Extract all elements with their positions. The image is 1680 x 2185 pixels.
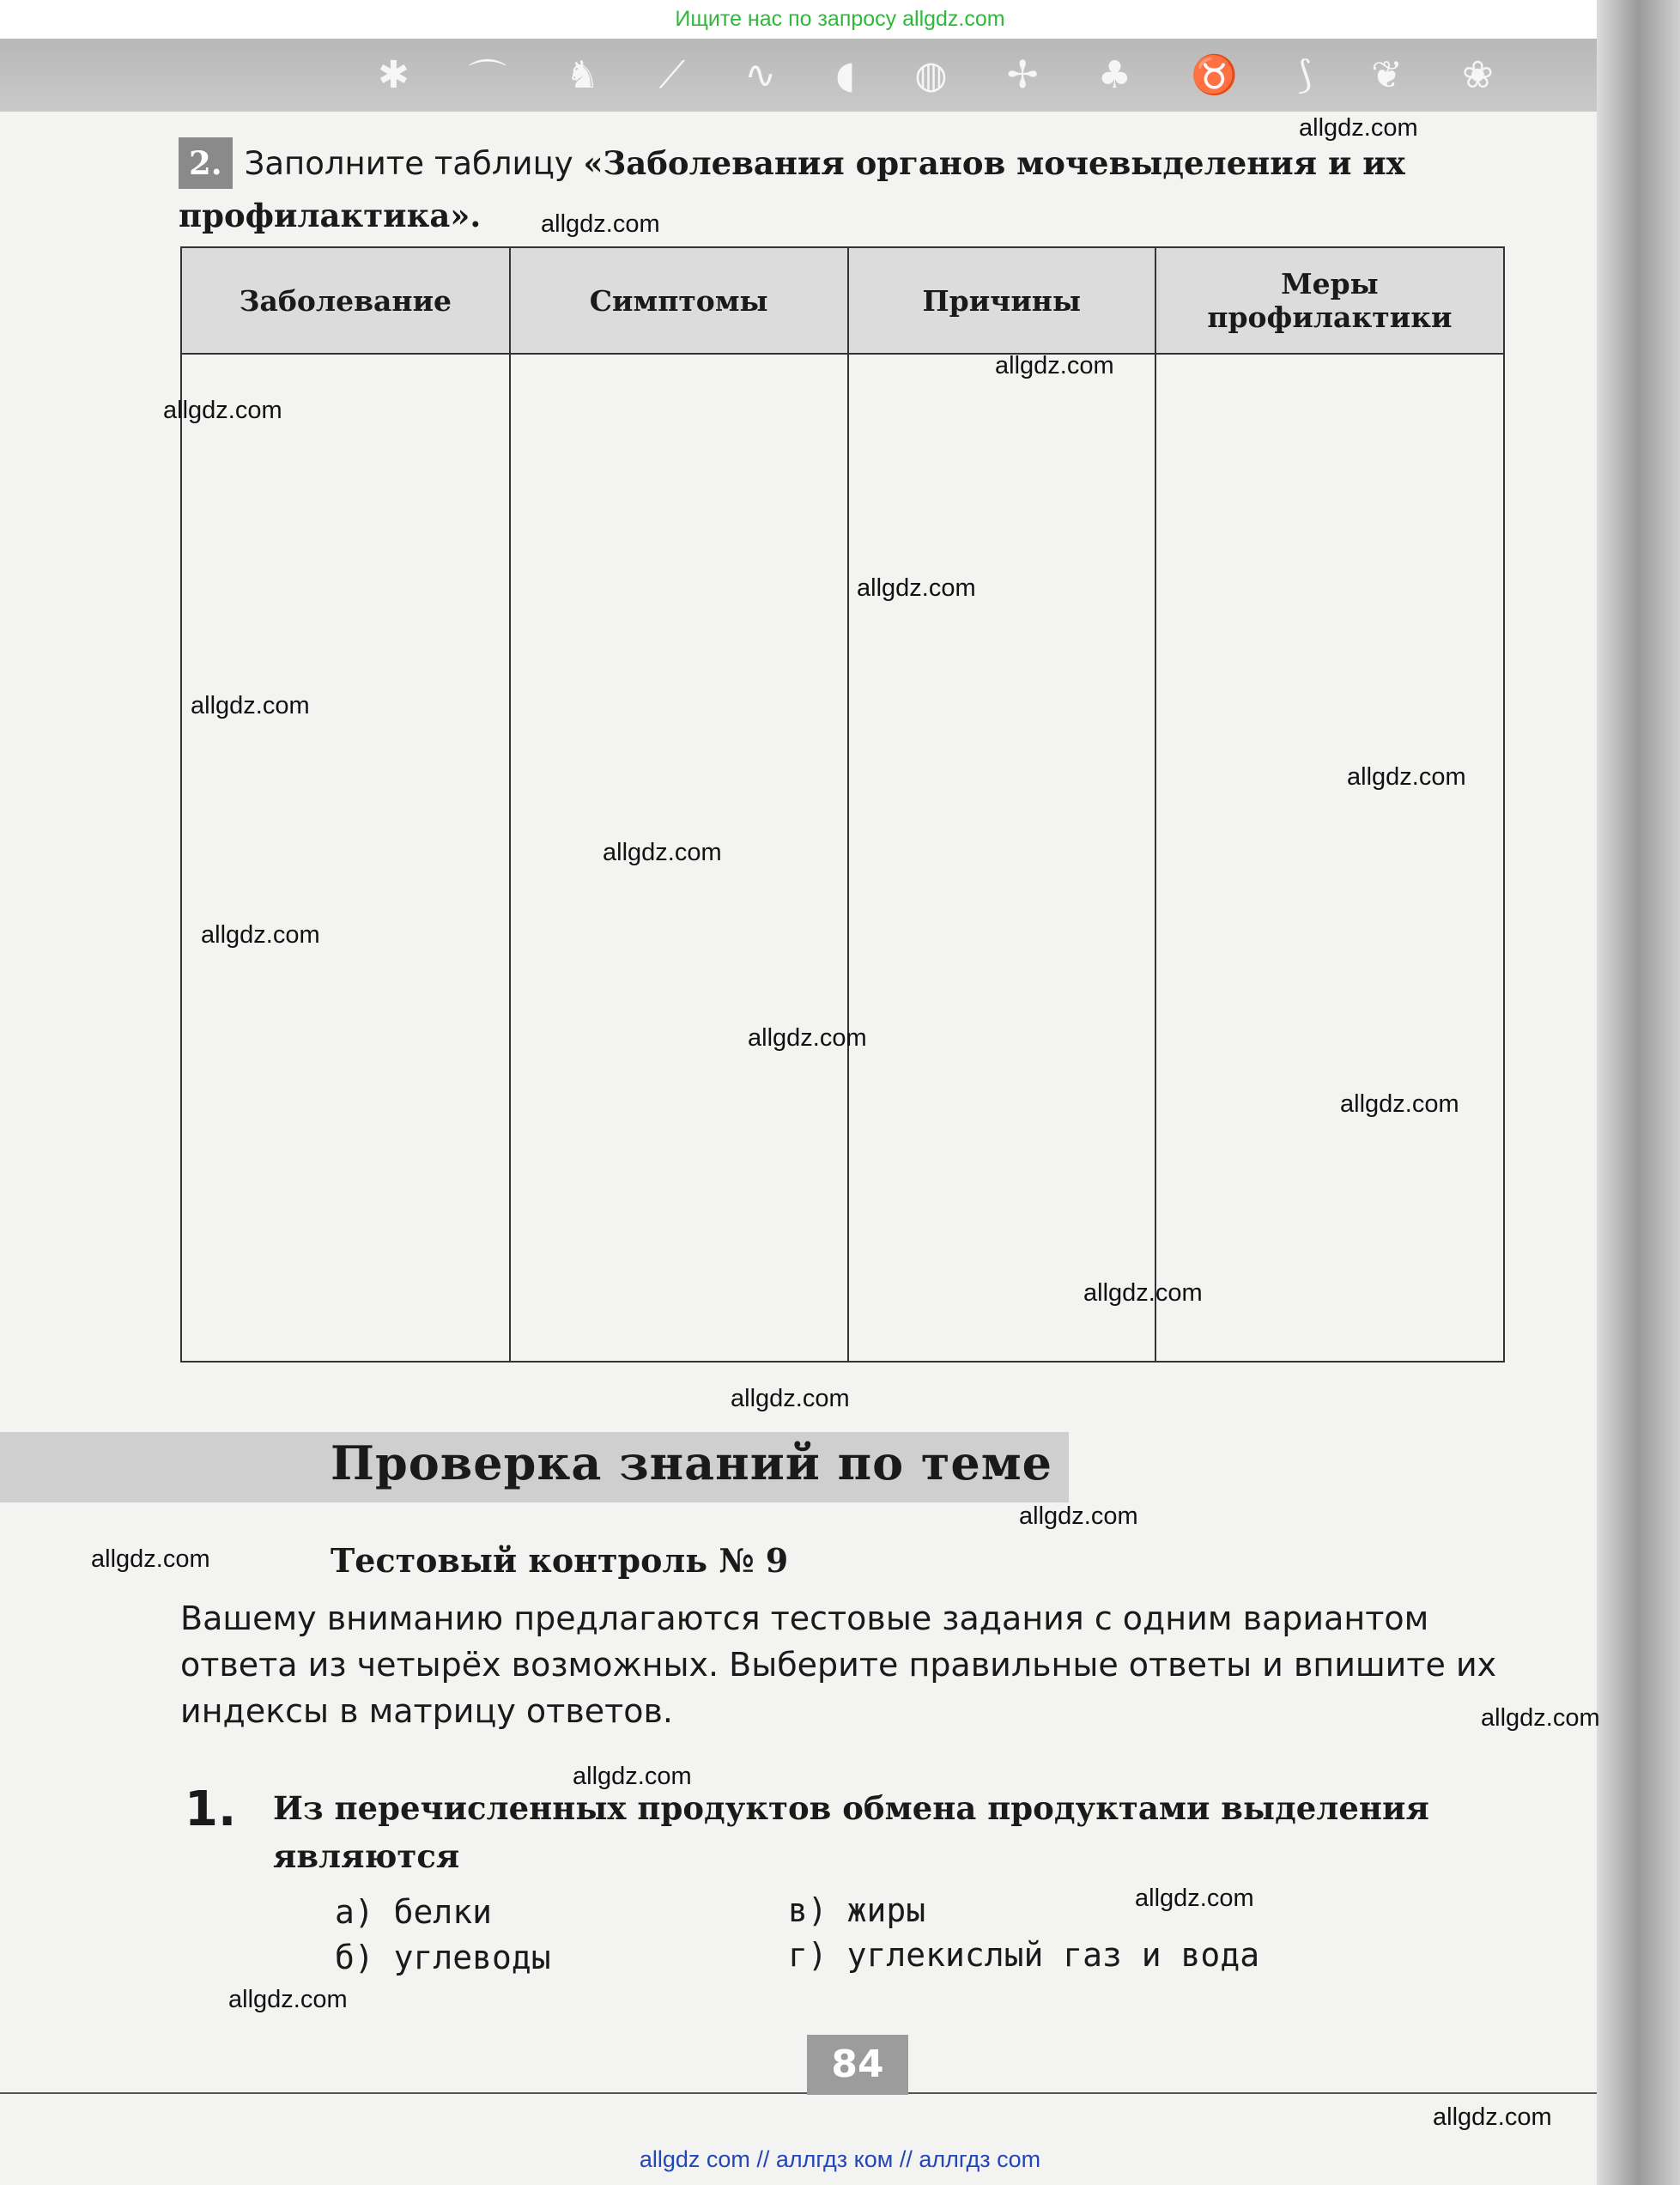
question-1-number: 1. bbox=[185, 1781, 237, 1837]
watermark: allgdz.com bbox=[731, 1385, 850, 1412]
bull-icon: ♉ bbox=[1191, 53, 1238, 97]
scorpion-icon: ✱ bbox=[378, 52, 409, 97]
watermark: allgdz.com bbox=[228, 1986, 348, 2013]
watermark: allgdz.com bbox=[163, 397, 282, 424]
watermark: allgdz.com bbox=[748, 1024, 867, 1052]
header-symptoms: Симптомы bbox=[510, 247, 848, 354]
option-b: б) углеводы bbox=[335, 1939, 551, 1976]
watermark: allgdz.com bbox=[1340, 1090, 1459, 1118]
task-instruction: Заполните таблицу bbox=[244, 145, 584, 182]
shell-icon: ◍ bbox=[914, 52, 948, 97]
option-v: в) жиры bbox=[788, 1891, 926, 1929]
cell-causes[interactable] bbox=[848, 354, 1155, 1362]
test-title: Тестовый контроль № 9 bbox=[331, 1541, 789, 1580]
watermark: allgdz.com bbox=[857, 574, 976, 602]
animal-silhouettes bbox=[378, 45, 1494, 105]
bottom-rule bbox=[0, 2092, 1597, 2094]
option-g: г) углекислый газ и вода bbox=[788, 1936, 1260, 1974]
header-causes: Причины bbox=[848, 247, 1155, 354]
task-number-badge: 2. bbox=[179, 137, 233, 189]
watermark: allgdz.com bbox=[541, 210, 660, 238]
table-answer-row bbox=[181, 354, 1504, 1362]
header-disease: Заболевание bbox=[181, 247, 510, 354]
page-number: 84 bbox=[807, 2035, 908, 2095]
gecko-icon: ⟆ bbox=[1296, 52, 1313, 97]
disease-table bbox=[180, 246, 1505, 1363]
watermark: allgdz.com bbox=[201, 921, 320, 949]
watermark: allgdz.com bbox=[91, 1545, 210, 1573]
horse-icon: ♞ bbox=[565, 52, 600, 97]
stork-icon: ⟋ bbox=[658, 52, 686, 97]
task-2-heading bbox=[179, 137, 1505, 241]
option-a: а) белки bbox=[335, 1893, 493, 1931]
site-banner[interactable]: Ищите нас по запросу allgdz.com bbox=[0, 0, 1680, 39]
section-title: Проверка знаний по теме bbox=[331, 1435, 1053, 1490]
watermark: allgdz.com bbox=[603, 839, 722, 866]
watermark: allgdz.com bbox=[191, 692, 310, 719]
table-header-row bbox=[181, 247, 1504, 354]
footer-links[interactable]: allgdz com // аллгдз ком // аллгдз com bbox=[639, 2146, 1041, 2172]
monkey-icon: ♣ bbox=[1097, 52, 1132, 97]
dragonfly-icon: ✢ bbox=[1006, 52, 1039, 97]
fish-icon: ◖ bbox=[835, 52, 856, 97]
watermark: allgdz.com bbox=[1299, 114, 1418, 142]
bird-icon: ⌒ bbox=[468, 57, 506, 100]
watermark: allgdz.com bbox=[995, 352, 1114, 379]
header-prevention: Меры профилактики bbox=[1155, 247, 1504, 354]
lizard-icon: ∿ bbox=[744, 52, 777, 97]
leaf-icon: ❦ bbox=[1371, 52, 1403, 97]
watermark: allgdz.com bbox=[1083, 1279, 1203, 1307]
watermark: allgdz.com bbox=[1135, 1885, 1254, 1912]
watermark: allgdz.com bbox=[1433, 2103, 1552, 2131]
cell-prevention[interactable] bbox=[1155, 354, 1504, 1362]
question-1-text: Из перечисленных продуктов обмена продуктами выделения являются bbox=[273, 1789, 1429, 1875]
watermark: allgdz.com bbox=[1019, 1502, 1138, 1530]
test-intro: Вашему вниманию предлагаются тестовые задания с одним вариантом ответа из четырёх возможных. Выберите правильные ответы и впишите их индексы в матрицу ответов. bbox=[180, 1599, 1497, 1730]
butterfly-icon: ❀ bbox=[1461, 52, 1494, 97]
page-fold-shadow bbox=[1597, 0, 1680, 2185]
watermark: allgdz.com bbox=[1347, 763, 1466, 791]
watermark: allgdz.com bbox=[573, 1763, 692, 1790]
cell-disease[interactable] bbox=[181, 354, 510, 1362]
watermark: allgdz.com bbox=[1481, 1704, 1600, 1732]
task-table-title: «Заболевания органов мочевыделения и их профилактика». bbox=[179, 144, 1405, 234]
